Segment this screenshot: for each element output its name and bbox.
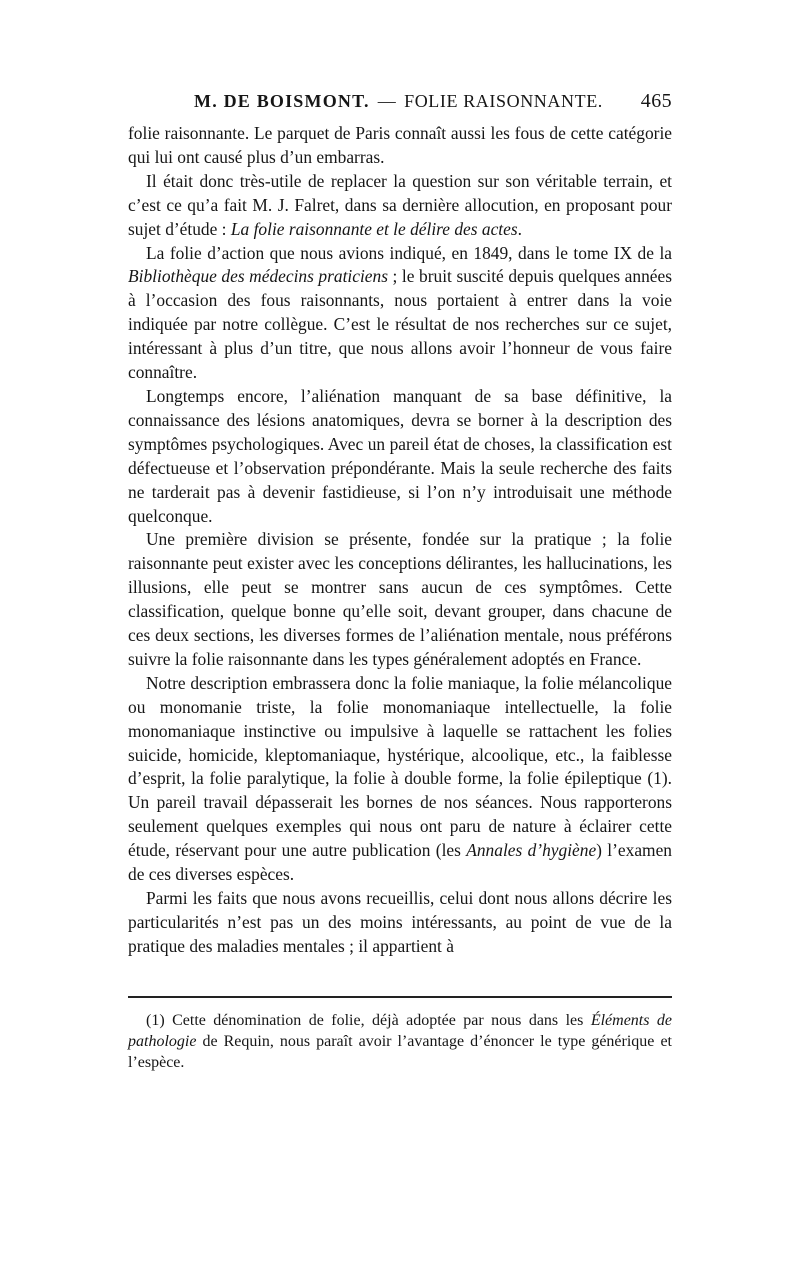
text-run: folie raisonnante. Le parquet de Paris connaît aussi les fous de cette catégorie qui lui ont causé plus d’un embarras. [128, 123, 672, 167]
italic-text: Bibliothèque des médecins praticiens [128, 266, 388, 287]
paragraph [128, 887, 672, 959]
text-run: de Requin, nous paraît avoir l’avantage d’énoncer le type générique et l’espèce. [128, 1033, 672, 1071]
italic-text: Annales d’hygiène [466, 840, 597, 861]
italic-text: La folie raisonnante et le délire des actes [230, 218, 518, 239]
footnote [128, 1010, 672, 1073]
text-run: ; le bruit suscité depuis quelques années à l’occasion des fous raisonnants, nous portaient à entrer dans la voie indiquée par notre collègue. C’est le résultat de nos recherches sur ce sujet, intéressant à plus d’un titre, que nous allons avoir l’honneur de vous faire connaître. [128, 266, 672, 383]
text-run: Il était donc très-utile de replacer la question sur son véritable terrain, et c’est ce qu’a fait M. J. Falret, dans sa dernière allocution, en proposant pour sujet d’étude : [128, 170, 672, 239]
text-run: . [517, 218, 522, 239]
text-run: La folie d’action que nous avions indiqué, en 1849, dans le tome IX de la [146, 242, 672, 263]
paragraph [128, 672, 672, 887]
footnote-paragraph [128, 1010, 672, 1073]
paragraph [128, 528, 672, 671]
body-text [128, 122, 672, 959]
text-run: Une première division se présente, fondée sur la pratique ; la folie raisonnante peut exister avec les conceptions délirantes, les hallucinations, les illusions, elle peut se montrer sans aucun de ces symptômes. Cette classification, quelque bonne qu’elle soit, devant grouper, dans chacune de ces deux sections, les diverses formes de l’aliénation mentale, nous préférons suivre la folie raisonnante dans les types généralement adoptés en France. [128, 529, 672, 669]
text-run: Notre description embrassera donc la folie maniaque, la folie mélancolique ou monomanie triste, la folie monomaniaque intellectuelle, la folie monomaniaque instinctive ou impulsive à laquelle se rattachent les folies suicide, homicide, kleptomaniaque, hystérique, alcoolique, etc., la faiblesse d’esprit, la folie paralytique, la folie à double forme, la folie épileptique (1). Un pareil travail dépasserait les bornes de nos séances. Nous rapporterons seulement quelques exemples qui nous ont paru de nature à éclairer cette étude, réservant pour une autre publication (les [128, 672, 672, 861]
paragraph [128, 122, 672, 170]
paragraph [128, 242, 672, 385]
header-author: M. DE BOISMONT. [194, 91, 370, 111]
text-run: Longtemps encore, l’aliénation manquant de sa base définitive, la connaissance des lésions anatomiques, devra se borner à la description des symptômes psychologiques. Avec un pareil état de choses, la classification est défectueuse et l’observation prépondérante. Mais la seule recherche des faits ne tarderait pas à devenir fastidieuse, si l’on n’y introduisait une méthode quelconque. [128, 385, 672, 526]
text-run: Parmi les faits que nous avons recueillis, celui dont nous allons décrire les particularités n’est pas un des moins intéressants, au point de vue de la pratique des maladies mentales ; il appartient à [128, 888, 672, 956]
running-head [130, 90, 672, 118]
footnote-divider [128, 996, 672, 998]
text-run: ) l’examen de ces diverses espèces. [128, 840, 673, 885]
header-title: FOLIE RAISONNANTE. [404, 91, 603, 111]
header-dash: — [377, 91, 397, 111]
paragraph [128, 170, 672, 242]
italic-text: Éléments de pathologie [128, 1012, 673, 1050]
text-run: (1) Cette dénomination de folie, déjà adoptée par nous dans les [146, 1012, 591, 1029]
page-number: 465 [640, 90, 672, 112]
paragraph [128, 385, 672, 528]
